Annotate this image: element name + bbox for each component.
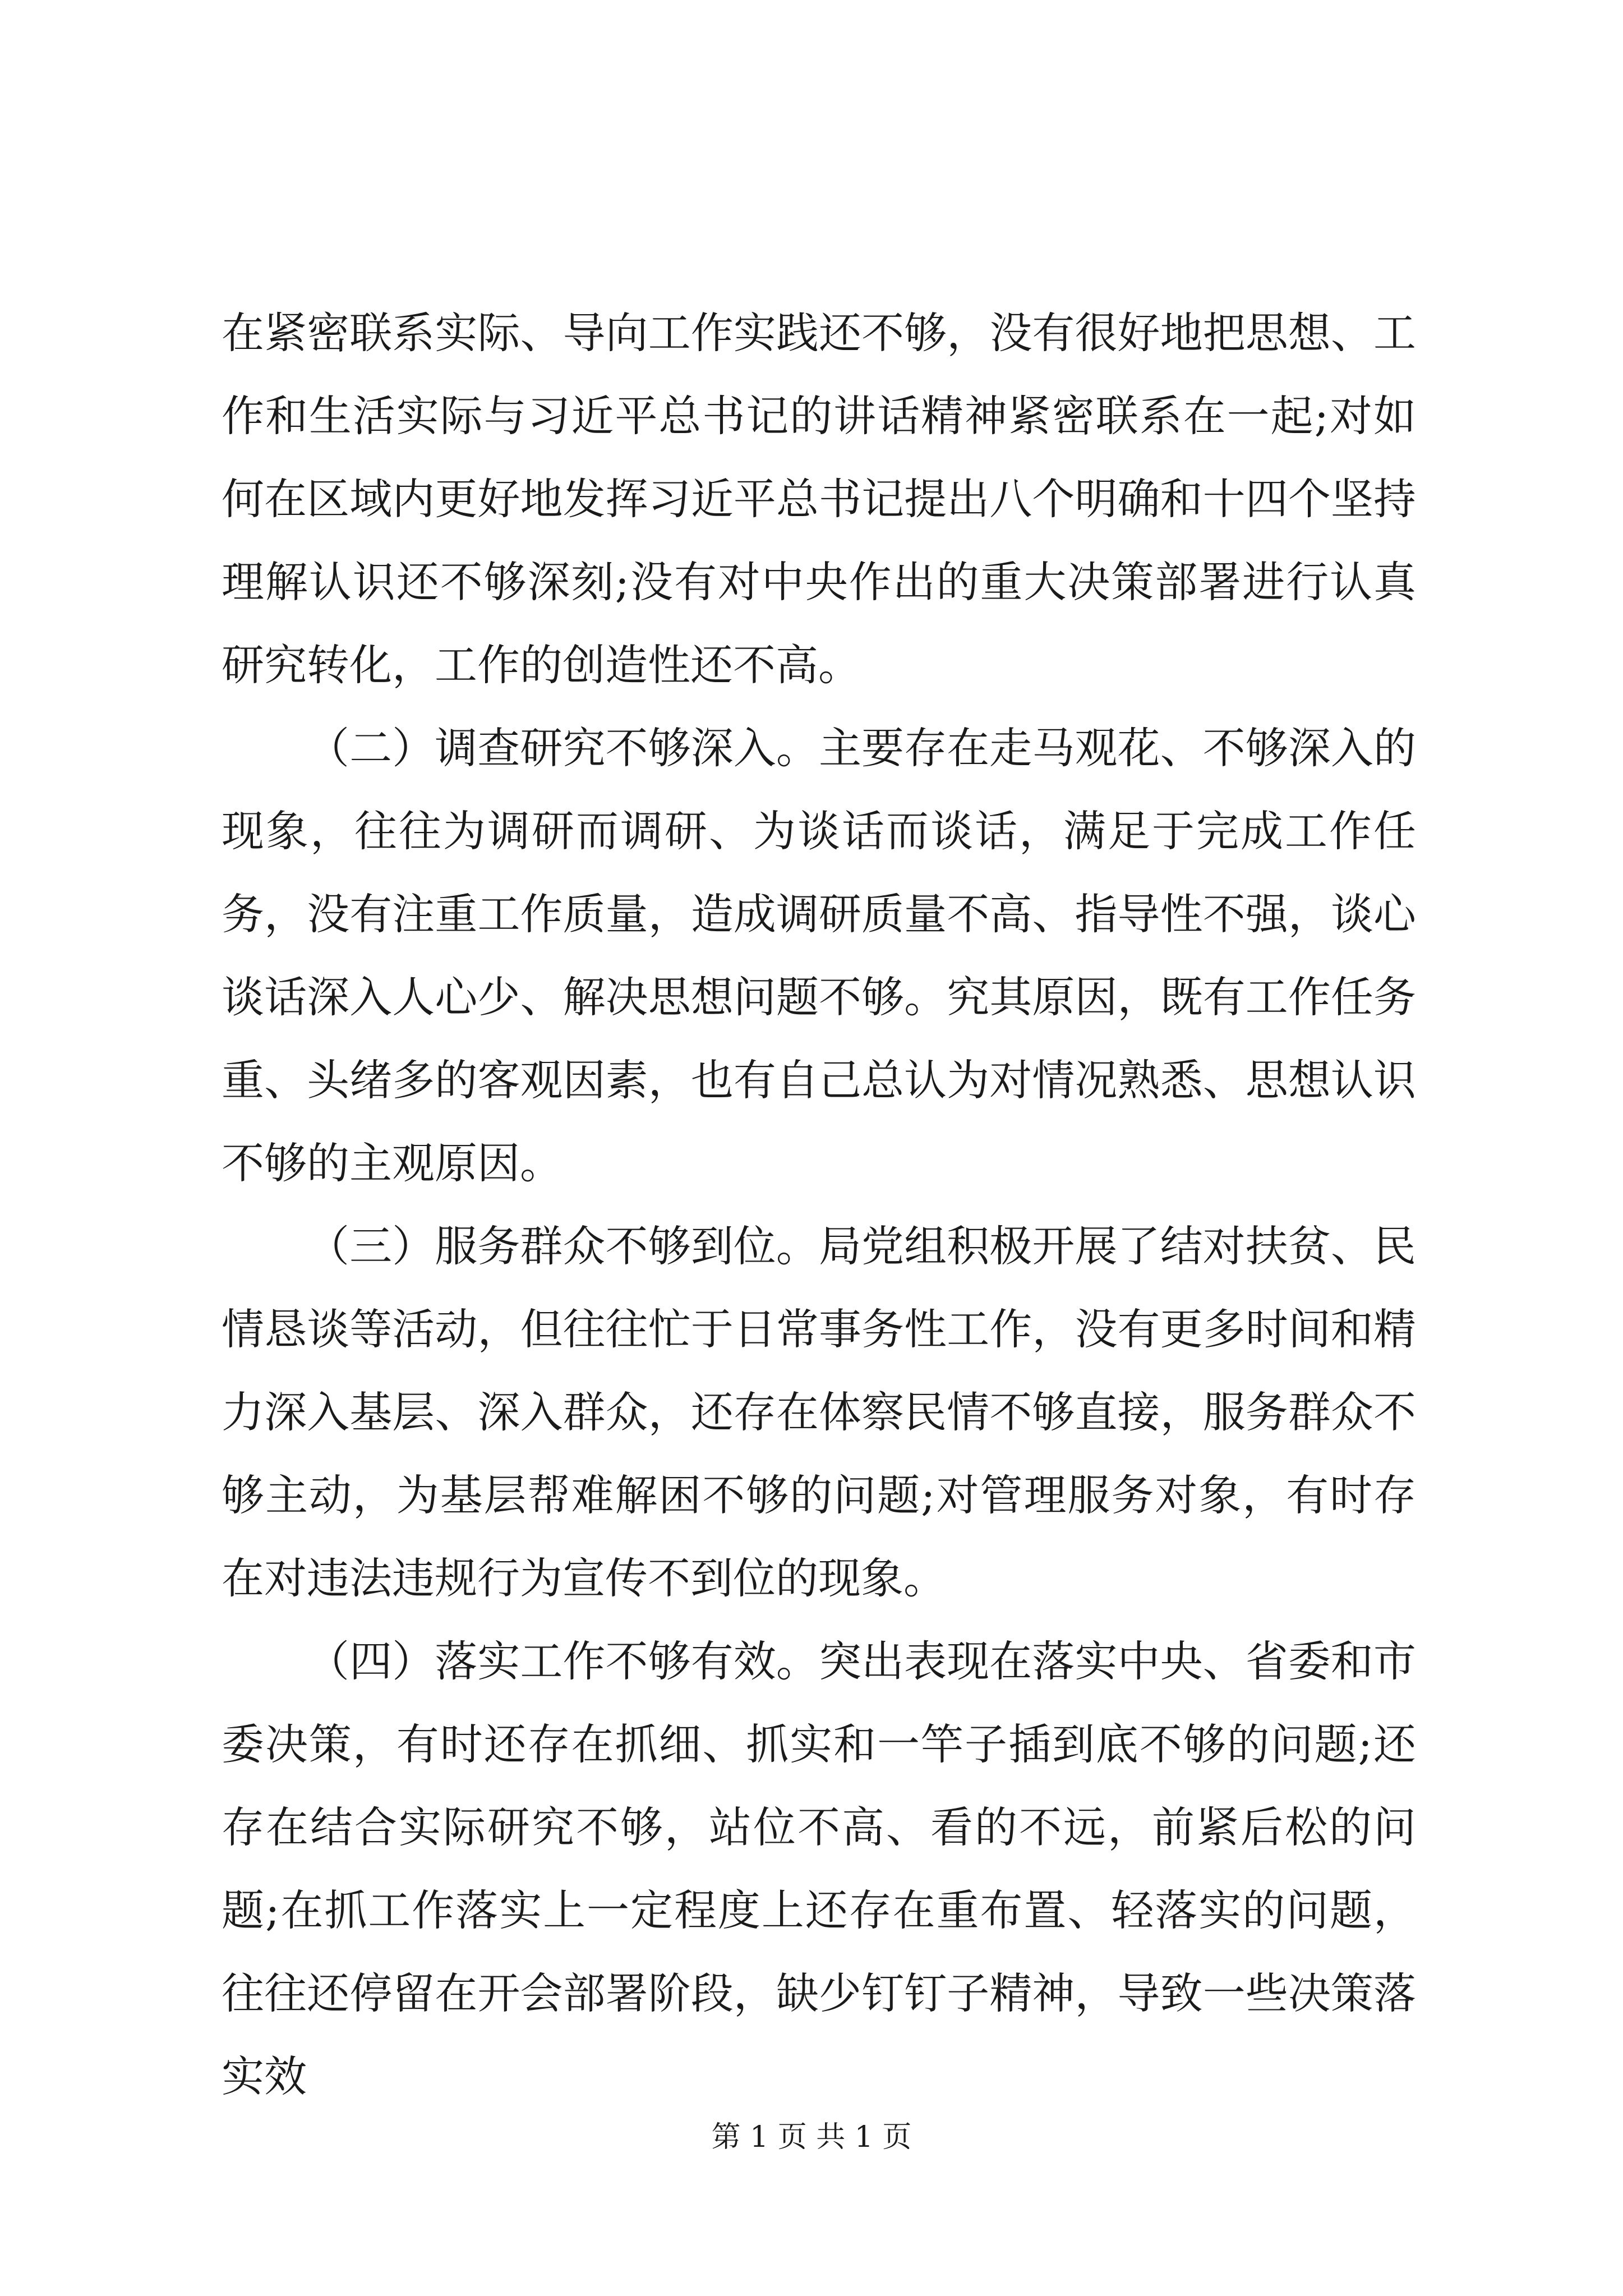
document-body: [222, 292, 1416, 2118]
paragraph-section-4: （四）落实工作不够有效。突出表现在落实中央、省委和市委决策，有时还存在抓细、抓实和一竿子插到底不够的问题;还存在结合实际研究不够，站位不高、看的不远，前紧后松的问题;在抓工作落实上一定程度上还存在重布置、轻落实的问题，往往还停留在开会部署阶段，缺少钉钉子精神，导致一些决策落实效: [222, 1636, 1416, 2101]
paragraph-section-3: （三）服务群众不够到位。局党组积极开展了结对扶贫、民情恳谈等活动，但往往忙于日常事务性工作，没有更多时间和精力深入基层、深入群众，还存在体察民情不够直接，服务群众不够主动，为基层帮难解困不够的问题;对管理服务对象，有时存在对违法违规行为宣传不到位的现象。: [222, 1221, 1416, 1603]
paragraph-section-2: （二）调查研究不够深入。主要存在走马观花、不够深入的现象，往往为调研而调研、为谈话而谈话，满足于完成工作任务，没有注重工作质量，造成调研质量不高、指导性不强，谈心谈话深入人心少、解决思想问题不够。究其原因，既有工作任务重、头绪多的客观因素，也有自己总认为对情况熟悉、思想认识不够的主观原因。: [222, 723, 1416, 1188]
paragraph-continuation: 在紧密联系实际、导向工作实践还不够，没有很好地把思想、工作和生活实际与习近平总书记的讲话精神紧密联系在一起;对如何在区域内更好地发挥习近平总书记提出八个明确和十四个坚持理解认识还不够深刻;没有对中央作出的重大决策部署进行认真研究转化，工作的创造性还不高。: [222, 308, 1416, 690]
page-number-footer: 第 1 页 共 1 页: [711, 2120, 912, 2154]
